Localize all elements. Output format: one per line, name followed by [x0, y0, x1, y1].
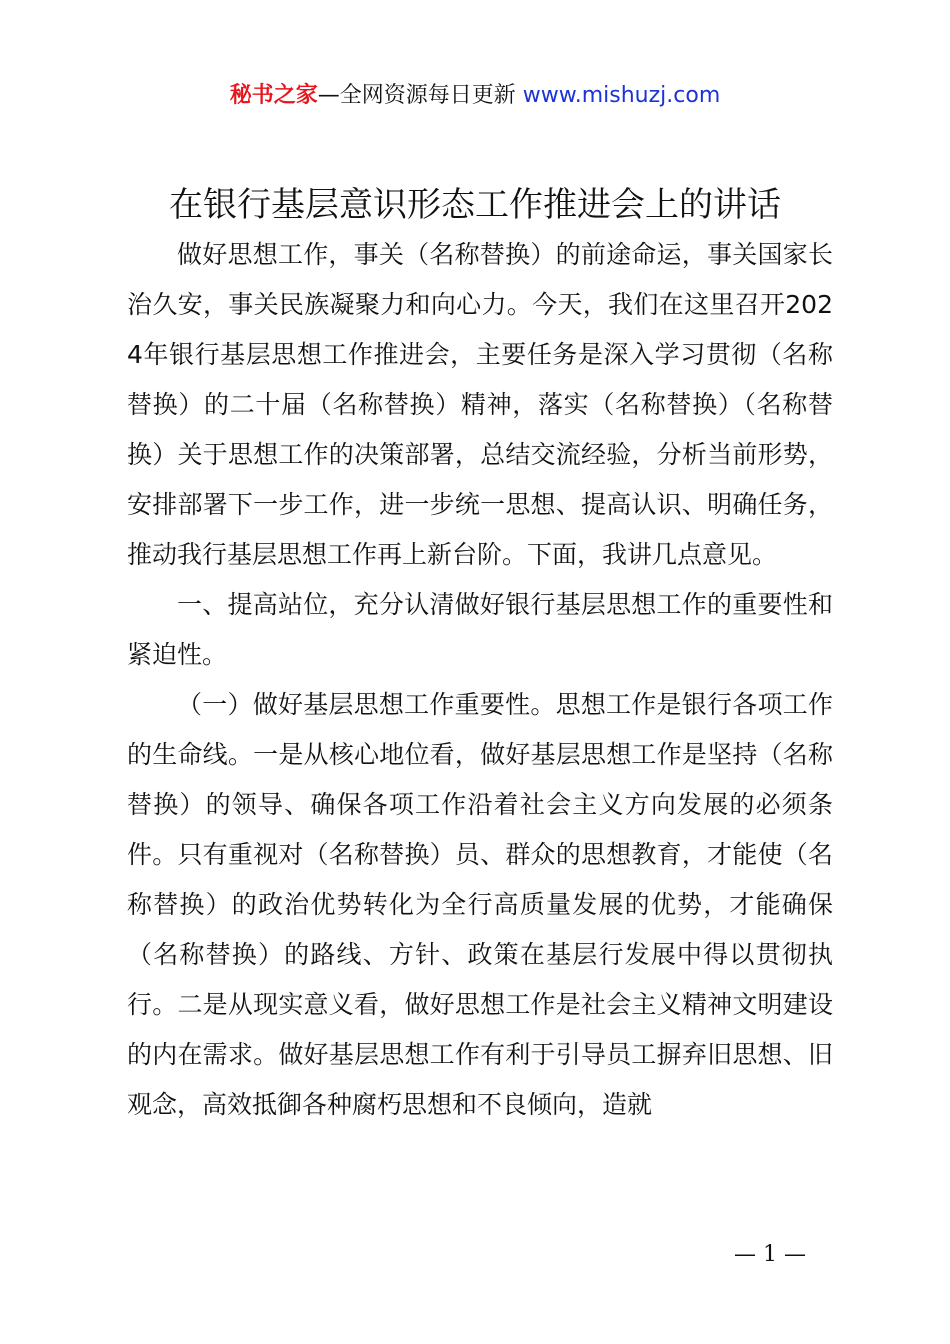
site-header — [0, 80, 950, 112]
site-url-link[interactable]: www.mishuzj.com — [522, 83, 721, 108]
document-body — [127, 230, 833, 1130]
site-brand: 秘书之家 — [229, 83, 318, 108]
document-title: 在银行基层意识形态工作推进会上的讲话 — [169, 185, 781, 225]
body-paragraph: （一）做好基层思想工作重要性。思想工作是银行各项工作的生命线。一是从核心地位看，做好基层思想工作是坚持（名称替换）的领导、确保各项工作沿着社会主义方向发展的必须条件。只有重视对（名称替换）员、群众的思想教育，才能使（名称替换）的政治优势转化为全行高质量发展的优势，才能确保（名称替换）的路线、方针、政策在基层行发展中得以贯彻执行。二是从现实意义看，做好思想工作是社会主义精神文明建设的内在需求。做好基层思想工作有利于引导员工摒弃旧思想、旧观念，高效抵御各种腐朽思想和不良倾向，造就 — [127, 690, 833, 1119]
body-paragraph: 做好思想工作，事关（名称替换）的前途命运，事关国家长治久安，事关民族凝聚力和向心力。今天，我们在这里召开2024年银行基层思想工作推进会，主要任务是深入学习贯彻（名称替换）的二十届（名称替换）精神，落实（名称替换）（名称替换）关于思想工作的决策部署，总结交流经验，分析当前形势，安排部署下一步工作，进一步统一思想、提高认识、明确任务，推动我行基层思想工作再上新台阶。下面，我讲几点意见。 — [127, 240, 833, 569]
page-number: — 1 — — [734, 1242, 806, 1267]
body-paragraph: 一、提高站位，充分认清做好银行基层思想工作的重要性和紧迫性。 — [127, 590, 833, 669]
site-tagline: —全网资源每日更新 — [317, 83, 523, 108]
